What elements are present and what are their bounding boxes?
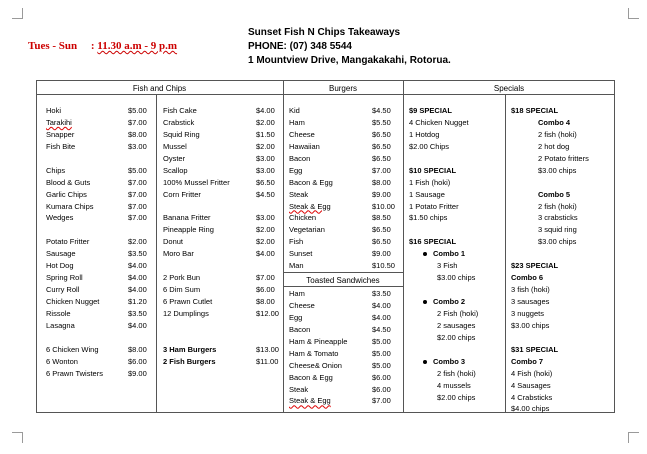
bullet-icon: [423, 252, 427, 256]
menu-item-price: $4.50: [372, 324, 391, 334]
menu-item-price: [256, 260, 279, 272]
menu-item-price: $3.00: [256, 153, 275, 163]
menu-item-name: 2 Fish Burgers: [163, 356, 216, 366]
menu-item-name: Chicken Nugget: [46, 297, 100, 306]
toasted-names: [289, 288, 347, 407]
menu-item-name: 2 Pork Bun: [163, 273, 201, 283]
special-item: $3.00 chips: [538, 165, 577, 175]
special-item: 3 fish (hoki): [511, 285, 550, 295]
menu-item-price: [256, 320, 279, 332]
menu-item-price: $11.00: [256, 356, 279, 366]
menu-item-price: $2.00: [256, 141, 275, 151]
menu-item-price: $4.00: [128, 261, 147, 271]
menu-item-price: $8.00: [372, 177, 391, 187]
toasted-prices: [372, 288, 391, 407]
menu-item-price: $9.00: [128, 368, 147, 378]
menu-item-name: Hoki: [46, 106, 62, 115]
menu-item-name: Man: [289, 261, 304, 271]
section-title-toasted-sandwiches: Toasted Sandwiches: [306, 276, 380, 285]
combo-title: Combo 5: [538, 189, 571, 199]
menu-item-name: Lasagna: [46, 320, 75, 330]
menu-item-price: $3.00: [256, 213, 275, 223]
menu-item-price: $4.00: [372, 300, 391, 310]
menu-item-name: Egg: [289, 312, 303, 322]
menu-item-name: Wedges: [46, 213, 74, 223]
menu-item-name: Spring Roll: [46, 273, 83, 283]
menu-item-price: $8.00: [128, 129, 147, 139]
menu-item-name: Fish Bite: [46, 141, 76, 151]
special-item: 2 fish (hoki): [437, 368, 476, 378]
section-title-burgers: Burgers: [328, 84, 357, 93]
special-item: $3.00 chips: [437, 273, 476, 283]
menu-item-name: Snapper: [46, 129, 75, 139]
menu-item-price: $10.00: [372, 201, 395, 211]
combo-title: Combo 2: [409, 296, 478, 308]
special-item: 3 squid ring: [538, 225, 577, 235]
menu-item-price: $2.00: [256, 117, 275, 127]
menu-item-name: [163, 201, 230, 213]
special-item: $2.00 Chips: [409, 141, 450, 151]
menu-item-name: Curry Roll: [46, 285, 80, 295]
menu-item-name: Steak & Egg: [289, 201, 331, 211]
special-item: 2 fish (hoki): [538, 129, 577, 139]
special-title: $18 SPECIAL: [511, 106, 559, 115]
menu-item-price: [128, 332, 147, 344]
menu-item-name: Squid Ring: [163, 129, 200, 139]
column-divider: [403, 80, 404, 413]
fish-col2-names: [163, 105, 230, 368]
menu-item-price: $12.00: [256, 308, 279, 318]
menu-item-name: Bacon: [289, 153, 311, 163]
combo-title: Combo 4: [538, 117, 571, 127]
special-item: 2 Potato fritters: [538, 153, 589, 163]
special-item: 4 mussels: [437, 380, 471, 390]
special-item: $3.00 chips: [538, 237, 577, 247]
menu-item-price: $3.00: [256, 165, 275, 175]
menu-item-price: [128, 153, 147, 165]
menu-item-name: Ham & Pineapple: [289, 336, 348, 346]
menu-item-name: Kid: [289, 106, 300, 115]
menu-item-name: 12 Dumplings: [163, 308, 209, 318]
menu-item-name: Fish: [289, 237, 304, 247]
menu-item-price: $4.00: [128, 273, 147, 283]
menu-item-name: Chicken: [289, 213, 317, 223]
menu-item-name: 6 Wonton: [46, 356, 78, 366]
menu-item-price: $5.00: [128, 165, 147, 175]
menu-item-name: Sunset: [289, 249, 313, 259]
burger-prices: [372, 105, 395, 272]
combo-title: Combo 1: [409, 248, 478, 260]
menu-item-price: $7.00: [372, 165, 391, 175]
menu-item-price: $2.00: [256, 237, 275, 247]
opening-hours: [28, 40, 177, 52]
menu-item-name: Ham & Tomato: [289, 348, 339, 358]
special-item: 1 Potato Fritter: [409, 201, 459, 211]
menu-item-price: $6.00: [372, 372, 391, 382]
special-title: $23 SPECIAL: [511, 261, 559, 271]
menu-item-name: Potato Fritter: [46, 237, 90, 247]
table-header-divider: [36, 94, 615, 95]
menu-item-price: $6.50: [372, 129, 391, 139]
menu-item-name: Garlic Chips: [46, 189, 87, 199]
menu-item-price: $6.50: [372, 153, 391, 163]
special-item: 1 Hotdog: [409, 129, 440, 139]
fish-col1-names: [46, 105, 103, 380]
menu-item-name: Bacon: [289, 324, 311, 334]
menu-item-name: [46, 224, 103, 236]
special-item: 4 Fish (hoki): [511, 368, 553, 378]
menu-item-price: $6.50: [372, 225, 391, 235]
menu-item-price: $6.50: [372, 237, 391, 247]
menu-item-name: Corn Fritter: [163, 189, 201, 199]
menu-item-name: 6 Prawn Twisters: [46, 368, 103, 378]
combo-title: Combo 6: [511, 273, 544, 283]
menu-item-name: Blood & Guts: [46, 177, 91, 187]
menu-item-name: Chips: [46, 165, 66, 175]
special-title: $9 SPECIAL: [409, 106, 452, 115]
column-divider: [156, 94, 157, 413]
menu-item-price: $8.50: [372, 213, 391, 223]
menu-item-name: Tarakihi: [46, 117, 72, 127]
menu-item-name: 6 Chicken Wing: [46, 344, 99, 354]
menu-item-name: Donut: [163, 237, 184, 247]
menu-item-price: $13.00: [256, 344, 279, 354]
combo-title: Combo 7: [511, 356, 544, 366]
menu-item-price: $1.20: [128, 297, 147, 306]
column-divider: [283, 80, 284, 413]
menu-item-name: [46, 153, 103, 165]
menu-item-name: Steak: [289, 189, 309, 199]
menu-item-name: Rissole: [46, 308, 71, 318]
page-corner-mark: [628, 8, 639, 19]
menu-item-price: $7.00: [128, 189, 147, 199]
fish-col1-prices: [128, 105, 147, 380]
menu-item-price: [256, 332, 279, 344]
menu-item-name: Hawaiian: [289, 141, 320, 151]
special-item: 2 sausages: [437, 320, 476, 330]
menu-item-name: Banana Fritter: [163, 213, 211, 223]
special-item: 4 Sausages: [511, 380, 551, 390]
special-title: $31 SPECIAL: [511, 344, 559, 354]
menu-item-price: $5.00: [372, 360, 391, 370]
menu-item-name: Oyster: [163, 153, 186, 163]
special-item: 4 Chicken Nugget: [409, 117, 469, 127]
bullet-icon: [423, 360, 427, 364]
menu-item-price: $8.00: [256, 297, 275, 306]
menu-item-price: $3.50: [372, 289, 391, 298]
combo-title: Combo 3: [409, 356, 478, 368]
menu-item-price: [128, 224, 147, 236]
menu-item-price: $7.00: [128, 117, 147, 127]
toasted-divider: [283, 272, 403, 273]
section-title-fish-and-chips: Fish and Chips: [132, 84, 187, 93]
menu-item-price: $4.50: [372, 106, 391, 115]
business-name: Sunset Fish N Chips Takeaways: [248, 27, 401, 38]
menu-item-price: $5.00: [372, 348, 391, 358]
menu-item-price: $5.00: [128, 106, 147, 115]
menu-item-name: Bacon & Egg: [289, 372, 333, 382]
menu-item-price: $7.00: [128, 201, 147, 211]
menu-item-price: $10.50: [372, 261, 395, 271]
special-title: $16 SPECIAL: [409, 237, 457, 247]
menu-item-price: $6.50: [372, 141, 391, 151]
menu-item-name: Steak: [289, 384, 309, 394]
menu-item-price: $1.50: [256, 129, 275, 139]
menu-item-price: $5.00: [372, 336, 391, 346]
menu-item-price: $8.00: [128, 344, 147, 354]
menu-item-name: Cheese& Onion: [289, 360, 342, 370]
menu-item-price: $4.00: [256, 106, 275, 115]
menu-item-name: Egg: [289, 165, 303, 175]
menu-item-price: $6.50: [256, 177, 275, 187]
specials-left: [409, 105, 478, 403]
menu-item-price: [256, 201, 279, 213]
hours-time: 11.30 a.m - 9 p.m: [97, 40, 178, 52]
section-title-specials: Specials: [493, 84, 525, 93]
menu-item-name: [46, 332, 103, 344]
address: 1 Mountview Drive, Mangakakahi, Rotorua.: [248, 55, 451, 66]
menu-item-price: $3.50: [128, 249, 147, 259]
menu-item-name: Fish Cake: [163, 106, 197, 115]
special-item: 3 Fish: [437, 261, 458, 271]
special-item: 1 Sausage: [409, 189, 445, 199]
menu-item-name: Mussel: [163, 141, 187, 151]
menu-item-name: Crabstick: [163, 117, 195, 127]
special-item: $4.00 chips: [511, 404, 550, 414]
menu-item-name: Kumara Chips: [46, 201, 94, 211]
menu-item-price: $9.00: [372, 249, 391, 259]
menu-item-price: $2.00: [128, 237, 147, 247]
special-item: 3 crabsticks: [538, 213, 578, 223]
menu-item-name: 3 Ham Burgers: [163, 344, 217, 354]
menu-item-price: $7.00: [372, 396, 391, 406]
hours-separator: :: [90, 40, 95, 52]
menu-item-name: 6 Dim Sum: [163, 285, 201, 295]
menu-item-price: $7.00: [128, 177, 147, 187]
menu-item-price: $6.00: [372, 384, 391, 394]
menu-item-price: $2.00: [256, 225, 275, 235]
menu-item-price: $7.00: [256, 273, 275, 283]
menu-item-name: Scallop: [163, 165, 188, 175]
menu-item-name: 6 Prawn Cutlet: [163, 297, 213, 306]
page-corner-mark: [12, 8, 23, 19]
menu-item-price: $3.50: [128, 308, 147, 318]
special-item: 1 Fish (hoki): [409, 177, 451, 187]
menu-item-price: $4.00: [372, 312, 391, 322]
fish-col2-prices: [256, 105, 279, 368]
menu-item-price: $6.00: [128, 356, 147, 366]
special-item: 3 nuggets: [511, 308, 544, 318]
specials-right: [511, 105, 589, 415]
special-item: $2.00 chips: [437, 392, 476, 402]
menu-item-price: $9.00: [372, 189, 391, 199]
special-item: 2 fish (hoki): [538, 201, 577, 211]
menu-item-name: [163, 320, 230, 332]
page-corner-mark: [628, 432, 639, 443]
menu-item-name: Moro Bar: [163, 249, 194, 259]
menu-item-name: Ham: [289, 117, 305, 127]
menu-item-price: $7.00: [128, 213, 147, 223]
special-item: 2 Fish (hoki): [437, 308, 479, 318]
menu-item-name: 100% Mussel Fritter: [163, 177, 230, 187]
phone-number: PHONE: (07) 348 5544: [248, 41, 352, 52]
special-item: $3.00 chips: [511, 320, 550, 330]
menu-item-price: $4.00: [128, 320, 147, 330]
page-corner-mark: [12, 432, 23, 443]
menu-item-name: Cheese: [289, 129, 315, 139]
menu-item-name: Ham: [289, 289, 305, 298]
menu-item-name: Steak & Egg: [289, 396, 331, 406]
special-item: 2 hot dog: [538, 141, 570, 151]
bullet-icon: [423, 300, 427, 304]
menu-item-name: Hot Dog: [46, 261, 74, 271]
column-divider: [505, 94, 506, 413]
menu-item-name: Sausage: [46, 249, 76, 259]
menu-item-name: [163, 260, 230, 272]
menu-item-name: Pineapple Ring: [163, 225, 214, 235]
hours-days: Tues - Sun: [28, 40, 78, 52]
menu-item-name: Cheese: [289, 300, 315, 310]
toasted-header-divider: [283, 286, 403, 287]
menu-item-name: Bacon & Egg: [289, 177, 333, 187]
special-item: $2.00 chips: [437, 332, 476, 342]
special-item: 4 Crabsticks: [511, 392, 553, 402]
burger-names: [289, 105, 333, 272]
special-title: $10 SPECIAL: [409, 165, 457, 175]
menu-item-price: $6.00: [256, 285, 275, 295]
menu-item-price: $3.00: [128, 141, 147, 151]
menu-item-price: $5.50: [372, 117, 391, 127]
menu-item-name: [163, 332, 230, 344]
menu-item-price: $4.00: [128, 285, 147, 295]
menu-item-name: Vegetarian: [289, 225, 325, 235]
special-item: 3 sausages: [511, 297, 550, 306]
special-item: $1.50 chips: [409, 213, 448, 223]
menu-item-price: $4.50: [256, 189, 275, 199]
menu-item-price: $4.00: [256, 249, 275, 259]
